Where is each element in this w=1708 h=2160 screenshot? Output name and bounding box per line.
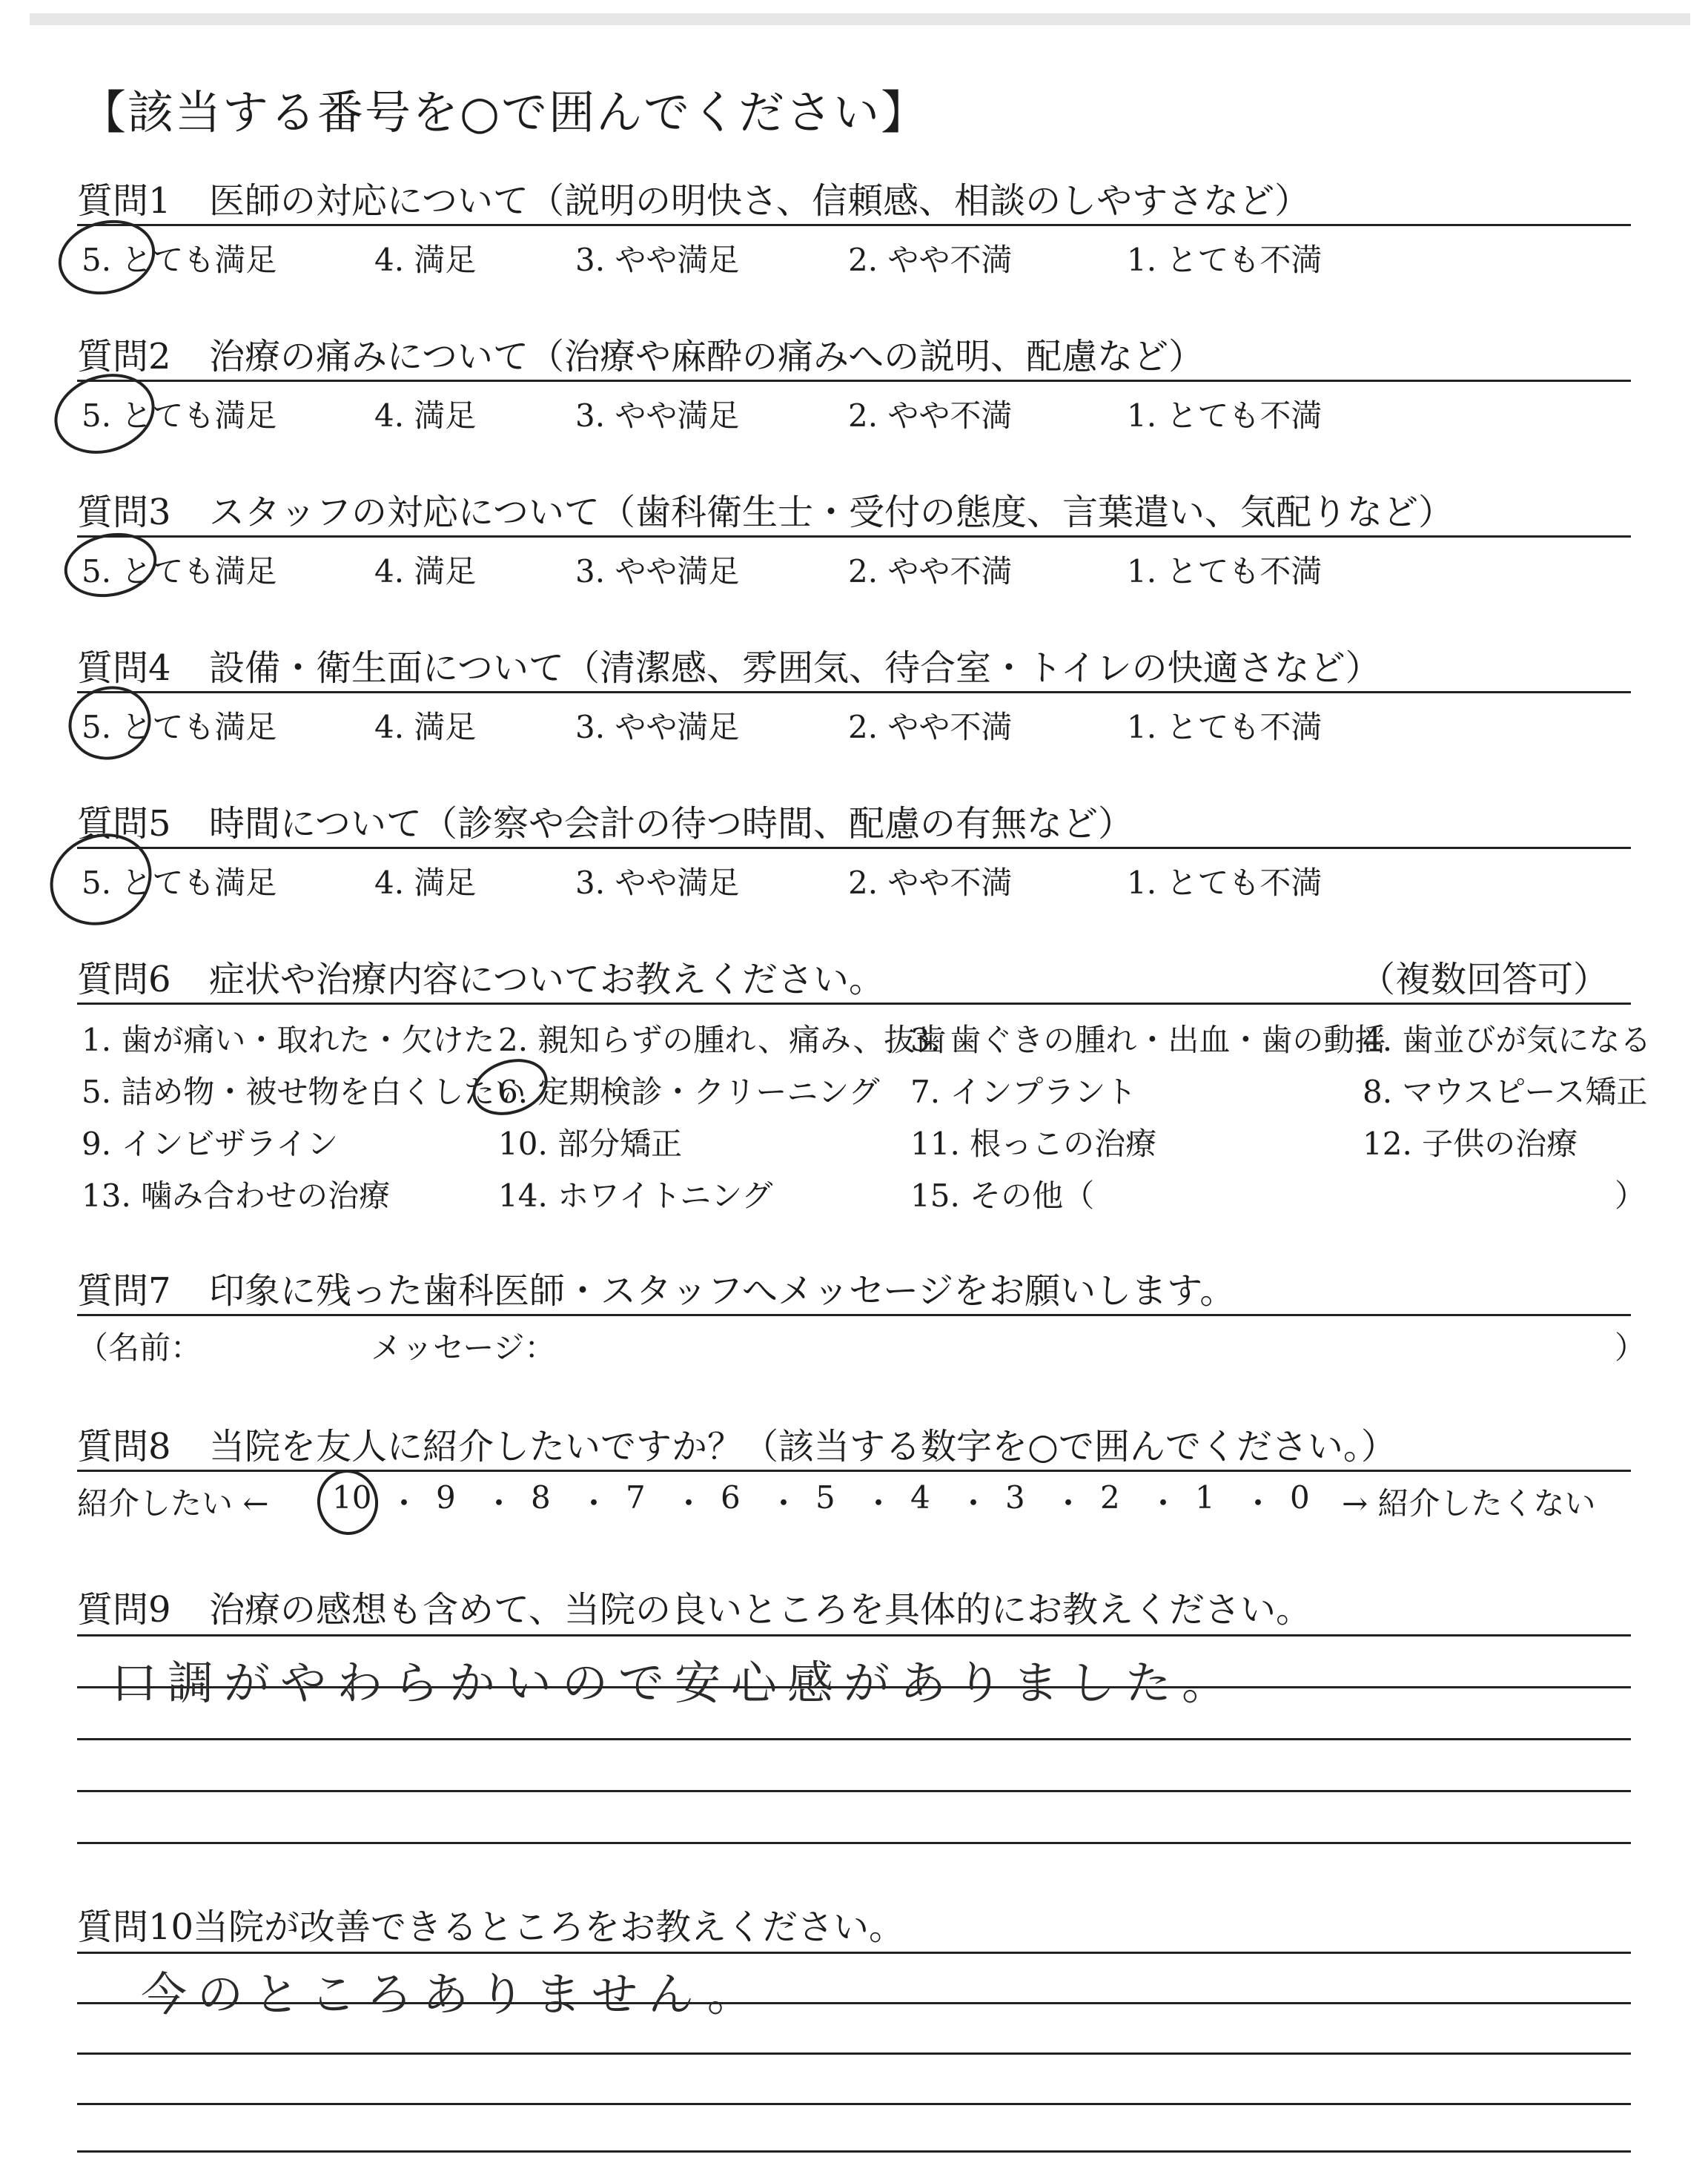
question-text: スタッフの対応について（歯科衛生士・受付の態度、言葉遣い、気配りなど） xyxy=(209,492,1454,533)
scale-0[interactable]: 0 xyxy=(1290,1479,1310,1516)
q1-option-4[interactable]: 4. 満足 xyxy=(374,242,477,278)
scale-2[interactable]: 2 xyxy=(1100,1479,1120,1516)
q5-option-4[interactable]: 4. 満足 xyxy=(374,865,477,901)
handwritten-answer: 今のところありません。 xyxy=(141,1967,764,2021)
q2-option-3[interactable]: 3. やや満足 xyxy=(575,397,740,434)
scale-8[interactable]: 8 xyxy=(531,1479,551,1516)
selection-circle-mark xyxy=(465,1050,555,1125)
question-divider xyxy=(77,224,1631,226)
answer-line xyxy=(77,1738,1631,1740)
scale-3[interactable]: 3 xyxy=(1005,1479,1025,1516)
question-divider xyxy=(77,691,1631,693)
q4-option-5[interactable]: 5. とても満足 xyxy=(82,709,277,745)
question-divider xyxy=(77,1003,1631,1005)
question-text: 当院が改善できるところをお教えください。 xyxy=(193,1906,905,1948)
q4-option-3[interactable]: 3. やや満足 xyxy=(575,709,740,745)
selection-circle-mark xyxy=(313,1466,382,1539)
question-7 xyxy=(77,1262,1235,1313)
question-number: 質問8 xyxy=(77,1426,171,1467)
question-5 xyxy=(77,795,1133,846)
scale-separator: ・ xyxy=(483,1485,515,1522)
answer-line xyxy=(77,1634,1631,1636)
question-number: 質問3 xyxy=(77,492,171,533)
question-number: 質問1 xyxy=(77,180,171,222)
question-number: 質問6 xyxy=(77,959,171,1000)
question-6 xyxy=(77,951,884,1002)
question-text: 医師の対応について（説明の明快さ、信頼感、相談のしやすさなど） xyxy=(209,180,1311,222)
q3-option-2[interactable]: 2. やや不満 xyxy=(848,553,1013,589)
scale-6[interactable]: 6 xyxy=(721,1479,741,1516)
scale-separator: ・ xyxy=(1242,1485,1274,1522)
scale-separator: ・ xyxy=(958,1485,990,1522)
question-divider xyxy=(77,380,1631,382)
q4-option-2[interactable]: 2. やや不満 xyxy=(848,709,1013,745)
answer-line xyxy=(77,1952,1631,1954)
answer-line xyxy=(77,1842,1631,1844)
not-recommend-label: → 紹介したくない xyxy=(1342,1485,1596,1522)
q6-option-6[interactable]: 6. 定期検診・クリーニング xyxy=(498,1074,880,1110)
question-text: 治療の痛みについて（治療や麻酔の痛みへの説明、配慮など） xyxy=(209,336,1205,377)
question-number: 質問10 xyxy=(77,1906,194,1948)
name-label: （名前： xyxy=(77,1330,202,1366)
scale-9[interactable]: 9 xyxy=(436,1479,456,1516)
q3-option-3[interactable]: 3. やや満足 xyxy=(575,553,740,589)
question-8 xyxy=(77,1418,1397,1469)
question-text: 症状や治療内容についてお教えください。 xyxy=(209,959,885,1000)
question-text: 治療の感想も含めて、当院の良いところを具体的にお教えください。 xyxy=(209,1589,1312,1631)
question-number: 質問4 xyxy=(77,647,171,689)
question-text: 時間について（診察や会計の待つ時間、配慮の有無など） xyxy=(209,803,1134,845)
question-divider xyxy=(77,1470,1631,1472)
scale-separator: ・ xyxy=(768,1485,800,1522)
question-number: 質問9 xyxy=(77,1589,171,1631)
q6-option-9[interactable]: 9. インビザライン xyxy=(82,1126,339,1162)
q6-option-8[interactable]: 8. マウスピース矯正 xyxy=(1363,1074,1648,1110)
question-text: 当院を友人に紹介したいですか？（該当する数字を○で囲んでください。） xyxy=(209,1426,1397,1467)
scale-5[interactable]: 5 xyxy=(815,1479,835,1516)
question-number: 質問5 xyxy=(77,803,171,845)
question-text: 設備・衛生面について（清潔感、雰囲気、待合室・トイレの快適さなど） xyxy=(209,647,1381,689)
question-divider xyxy=(77,1314,1631,1316)
q2-option-4[interactable]: 4. 満足 xyxy=(374,397,477,434)
scale-10[interactable]: 10 xyxy=(332,1479,372,1516)
q6-option-1[interactable]: 1. 歯が痛い・取れた・欠けた xyxy=(82,1022,495,1058)
question-2 xyxy=(77,328,1204,379)
q5-option-3[interactable]: 3. やや満足 xyxy=(575,865,740,901)
q3-option-4[interactable]: 4. 満足 xyxy=(374,553,477,589)
q6-option-7[interactable]: 7. インプラント xyxy=(910,1074,1137,1110)
q6-option-4[interactable]: 4. 歯並びが気になる xyxy=(1363,1022,1652,1058)
scale-1[interactable]: 1 xyxy=(1195,1479,1215,1516)
question-9 xyxy=(77,1581,1311,1632)
q1-option-2[interactable]: 2. やや不満 xyxy=(848,242,1013,278)
scale-separator: ・ xyxy=(388,1485,420,1522)
scan-edge xyxy=(30,13,1690,25)
answer-line xyxy=(77,2150,1631,2153)
q2-option-1[interactable]: 1. とても不満 xyxy=(1127,397,1323,434)
question-divider xyxy=(77,847,1631,849)
q6-option-14[interactable]: 14. ホワイトニング xyxy=(498,1178,773,1214)
question-4 xyxy=(77,639,1381,690)
handwritten-answer: 口調がやわらかいので安心感がありました。 xyxy=(111,1656,1239,1710)
q4-option-1[interactable]: 1. とても不満 xyxy=(1127,709,1323,745)
scale-separator: ・ xyxy=(673,1485,705,1522)
answer-line xyxy=(77,2052,1631,2055)
q2-option-5[interactable]: 5. とても満足 xyxy=(82,397,277,434)
answer-line xyxy=(77,1790,1631,1792)
scale-separator: ・ xyxy=(1148,1485,1179,1522)
q6-option-12[interactable]: 12. 子供の治療 xyxy=(1363,1126,1578,1162)
q1-option-3[interactable]: 3. やや満足 xyxy=(575,242,740,278)
page-title: 【該当する番号を○で囲んでください】 xyxy=(80,85,929,139)
answer-line xyxy=(77,2103,1631,2105)
q6-option-5[interactable]: 5. 詰め物・被せ物を白くしたい xyxy=(82,1074,526,1110)
q6-option-3[interactable]: 3. 歯ぐきの腫れ・出血・歯の動揺 xyxy=(910,1022,1386,1058)
q4-option-4[interactable]: 4. 満足 xyxy=(374,709,477,745)
question-text: 印象に残った歯科医師・スタッフへメッセージをお願いします。 xyxy=(209,1270,1236,1312)
scale-separator: ・ xyxy=(578,1485,610,1522)
q1-option-5[interactable]: 5. とても満足 xyxy=(82,242,277,278)
scale-4[interactable]: 4 xyxy=(910,1479,930,1516)
message-label: メッセージ： xyxy=(371,1330,556,1366)
q5-option-1[interactable]: 1. とても不満 xyxy=(1127,865,1323,901)
message-close-paren: ） xyxy=(1615,1330,1646,1366)
recommend-label: 紹介したい ← xyxy=(77,1485,269,1522)
q6-option-10[interactable]: 10. 部分矯正 xyxy=(498,1126,683,1162)
other-close-paren: ） xyxy=(1615,1178,1646,1214)
question-10 xyxy=(77,1898,904,1949)
q3-option-5[interactable]: 5. とても満足 xyxy=(82,553,277,589)
scale-separator: ・ xyxy=(1053,1485,1085,1522)
question-number: 質問2 xyxy=(77,336,171,377)
q2-option-2[interactable]: 2. やや不満 xyxy=(848,397,1013,434)
question-1 xyxy=(77,172,1310,223)
scale-7[interactable]: 7 xyxy=(626,1479,646,1516)
q5-option-2[interactable]: 2. やや不満 xyxy=(848,865,1013,901)
scale-separator: ・ xyxy=(863,1485,895,1522)
q3-option-1[interactable]: 1. とても不満 xyxy=(1127,553,1323,589)
question-3 xyxy=(77,483,1454,535)
q6-option-15[interactable]: 15. その他（ xyxy=(910,1178,1095,1214)
multiple-answers-note: （複数回答可） xyxy=(1359,959,1609,1000)
question-divider xyxy=(77,535,1631,538)
q6-option-2[interactable]: 2. 親知らずの腫れ、痛み、抜歯 xyxy=(498,1022,947,1058)
q6-option-13[interactable]: 13. 噛み合わせの治療 xyxy=(82,1178,391,1214)
question-number: 質問7 xyxy=(77,1270,171,1312)
q1-option-1[interactable]: 1. とても不満 xyxy=(1127,242,1323,278)
q5-option-5[interactable]: 5. とても満足 xyxy=(82,865,277,901)
q6-option-11[interactable]: 11. 根っこの治療 xyxy=(910,1126,1157,1162)
